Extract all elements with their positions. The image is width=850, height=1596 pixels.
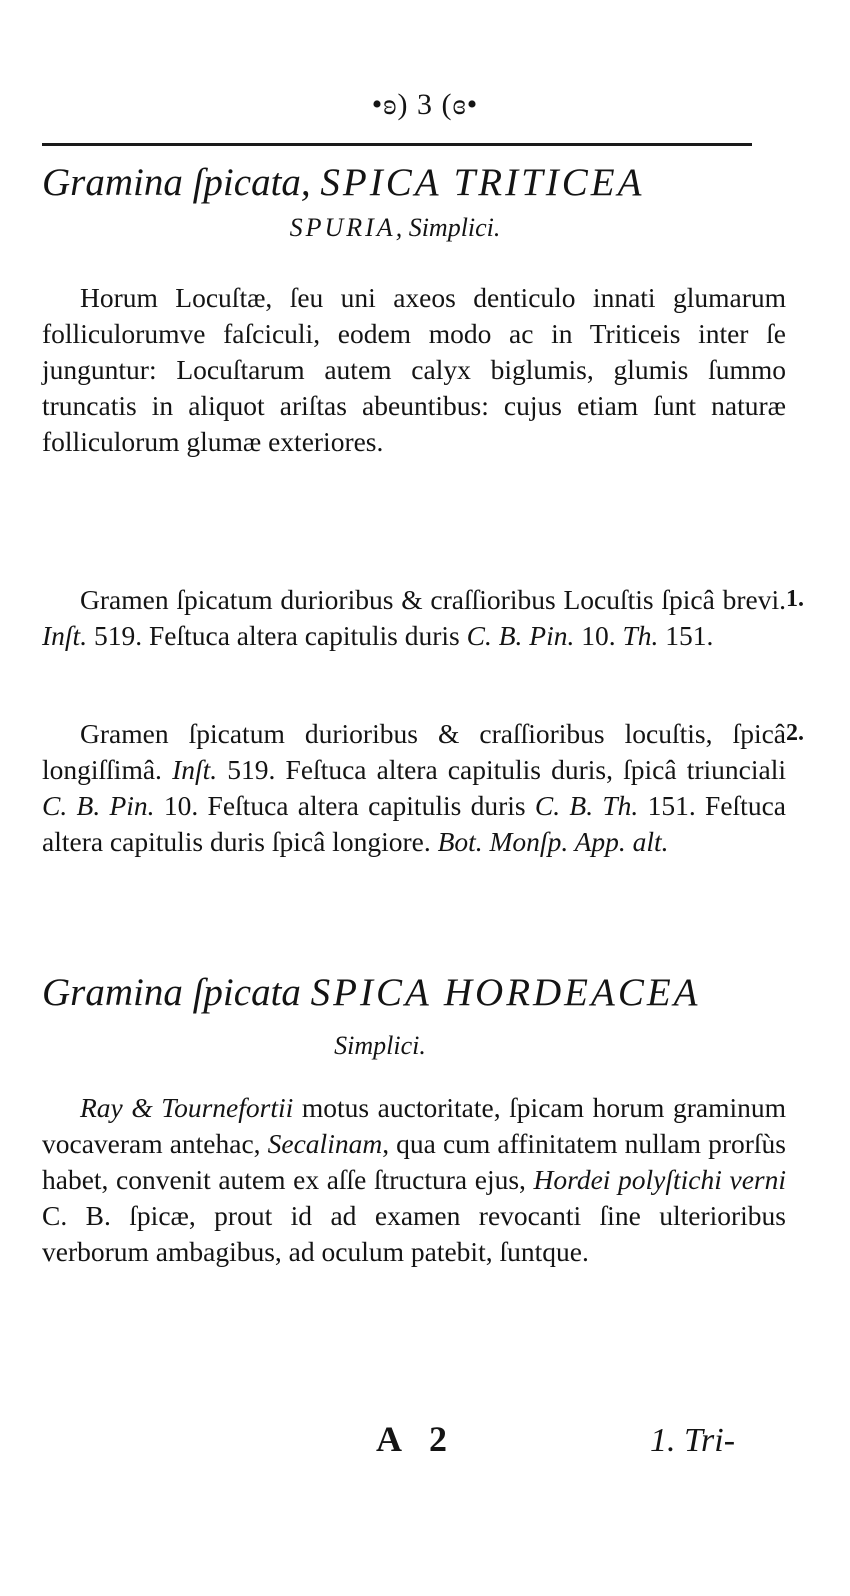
entry-1: Gramen ſpicatum durioribus & craſſioribus Locuſtis ſpicâ brevi. Inſt. 519. Feſtuca altera capitulis duris C. B. Pin. 10. Th. 151. (42, 584, 786, 651)
heading-prefix: Gramina ſpicata (42, 971, 301, 1014)
section-heading-spica-hordeacea (42, 970, 782, 1016)
section-subheading-simplici: Simplici. (334, 1031, 426, 1060)
header-rule (42, 143, 752, 146)
catchword: 1. Tri- (650, 1422, 736, 1459)
page-number-header: •ʚ) 3 (ɞ• (371, 88, 479, 121)
section-subheading-spuria: SPURIA, Simplici. (289, 213, 501, 242)
entry-2: Gramen ſpicatum durioribus & craſſioribus locuſtis, ſpicâ longiſſimâ. Inſt. 519. Feſtuca altera capitulis duris, ſpicâ triunciali C. B. Pin. 10. Feſtuca altera capitulis duris C. B. Th. 151. Feſtuca altera capitulis duris ſpicâ longiore. Bot. Monſp. App. alt. (42, 718, 786, 857)
heading-prefix: Gramina ſpicata, (42, 161, 311, 204)
signature-mark: A 2 (376, 1419, 458, 1459)
heading-caps: SPICA TRITICEA (320, 161, 645, 204)
entry-1-number: 1. (786, 586, 804, 612)
paragraph-ray-tournefort: Ray & Tournefortii motus auctoritate, ſpicam horum graminum vocaveram antehac, Secalinam, qua cum affinitatem nullam prorſùs habet, convenit autem ex aſſe ſtructura ejus, Hordei polyſtichi verni C. B. ſpicæ, prout id ad examen revocanti ſine ulterioribus verborum ambagibus, ad oculum patebit, ſuntque. (42, 1092, 786, 1267)
heading-caps: SPICA HORDEACEA (310, 971, 701, 1014)
paragraph-description: Horum Locuſtæ, ſeu uni axeos denticulo innati glumarum folliculorumve faſciculi, eodem modo ac in Triticeis inter ſe junguntur: Locuſtarum autem calyx biglumis, glumis ſummo truncatis in aliquot ariſtas abeuntibus: cujus etiam ſunt naturæ folliculorum glumæ exteriores. (42, 282, 786, 457)
entry-2-number: 2. (786, 720, 804, 746)
section-heading-spica-triticea (42, 160, 782, 206)
